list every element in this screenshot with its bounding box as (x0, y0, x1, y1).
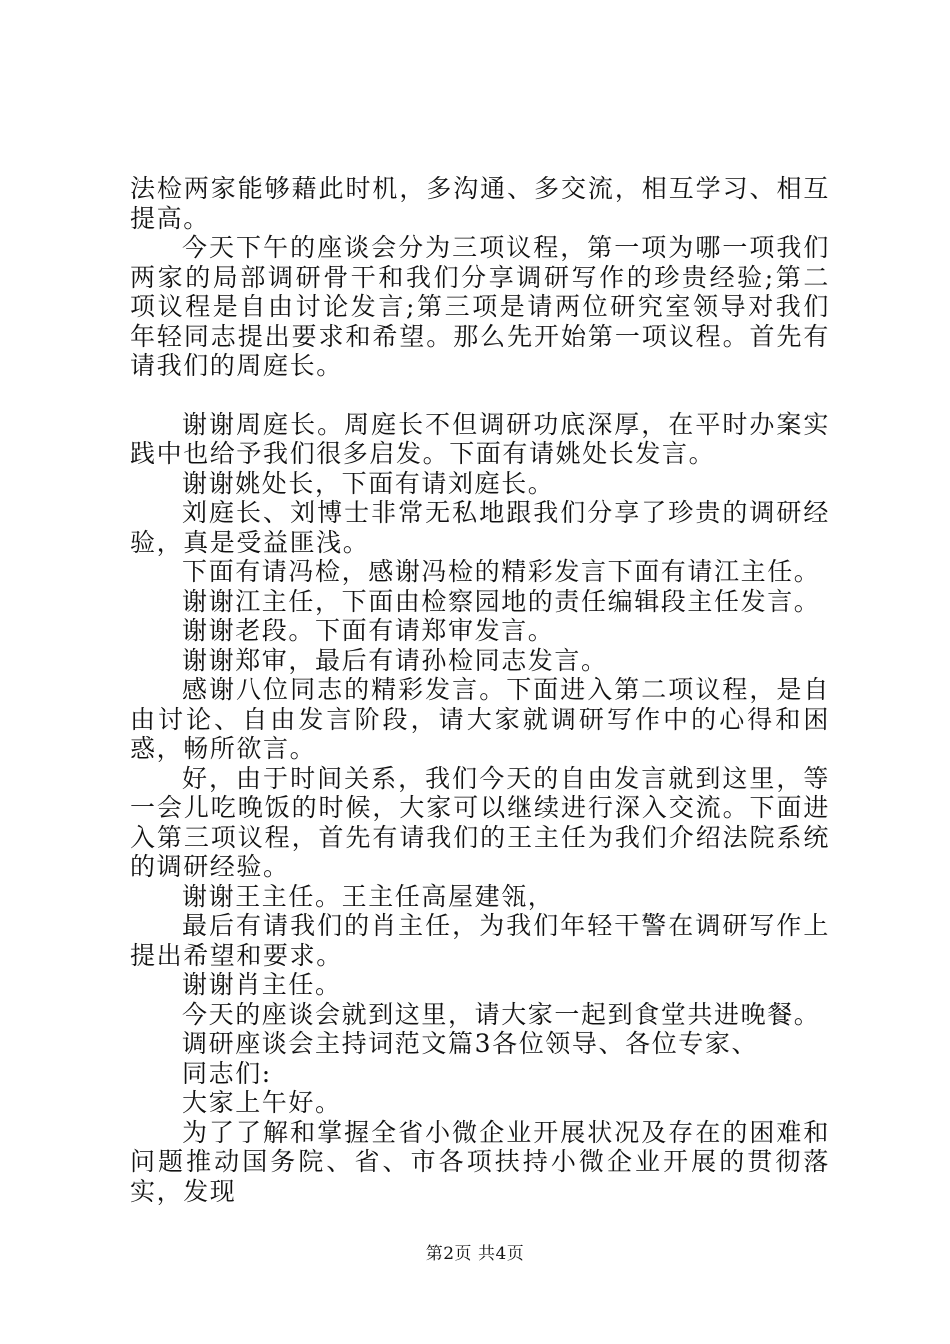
paragraph: 为了了解和掌握全省小微企业开展状况及存在的困难和问题推动国务院、省、市各项扶持小微企业开展的贯彻落实，发现 (130, 1117, 830, 1206)
paragraph: 最后有请我们的肖主任，为我们年轻干警在调研写作上提出希望和要求。 (130, 911, 830, 970)
paragraph: 调研座谈会主持词范文篇3各位领导、各位专家、 (182, 1029, 759, 1058)
paragraph: 感谢八位同志的精彩发言。下面进入第二项议程，是自由讨论、自由发言阶段，请大家就调研写作中的心得和困惑，畅所欲言。 (130, 675, 830, 763)
paragraph: 谢谢王主任。王主任高屋建瓴， (182, 881, 555, 911)
paragraph: 同志们: (182, 1058, 272, 1088)
paragraph: 好，由于时间关系，我们今天的自由发言就到这里，等一会儿吃晚饭的时候，大家可以继续进行深入交流。下面进入第三项议程，首先有请我们的王主任为我们介绍法院系统的调研经验。 (130, 763, 830, 881)
paragraph: 大家上午好。 (182, 1088, 342, 1117)
paragraph: 下面有请冯检，感谢冯检的精彩发言下面有请江主任。 (182, 557, 821, 586)
paragraph: 谢谢周庭长。周庭长不但调研功底深厚，在平时办案实践中也给予我们很多启发。下面有请姚处长发言。 (130, 409, 830, 468)
paragraph: 法检两家能够藉此时机，多沟通、多交流，相互学习、相互提高。 (130, 174, 830, 233)
paragraph: 谢谢姚处长，下面有请刘庭长。 (182, 468, 555, 498)
paragraph: 谢谢郑审，最后有请孙检同志发言。 (182, 645, 608, 675)
paragraph: 谢谢老段。下面有请郑审发言。 (182, 616, 555, 645)
paragraph: 谢谢肖主任。 (182, 970, 342, 999)
paragraph: 今天下午的座谈会分为三项议程，第一项为哪一项我们两家的局部调研骨干和我们分享调研写作的珍贵经验;第二项议程是自由讨论发言;第三项是请两位研究室领导对我们年轻同志提出要求和希望。那么先开始第一项议程。首先有请我们的周庭长。 (130, 233, 830, 380)
paragraph: 谢谢江主任，下面由检察园地的责任编辑段主任发言。 (182, 586, 821, 616)
paragraph: 今天的座谈会就到这里，请大家一起到食堂共进晚餐。 (182, 999, 821, 1029)
page-footer: 第2页 共4页 (425, 1244, 525, 1264)
document-body (130, 174, 830, 1206)
paragraph: 刘庭长、刘博士非常无私地跟我们分享了珍贵的调研经验，真是受益匪浅。 (130, 498, 830, 557)
